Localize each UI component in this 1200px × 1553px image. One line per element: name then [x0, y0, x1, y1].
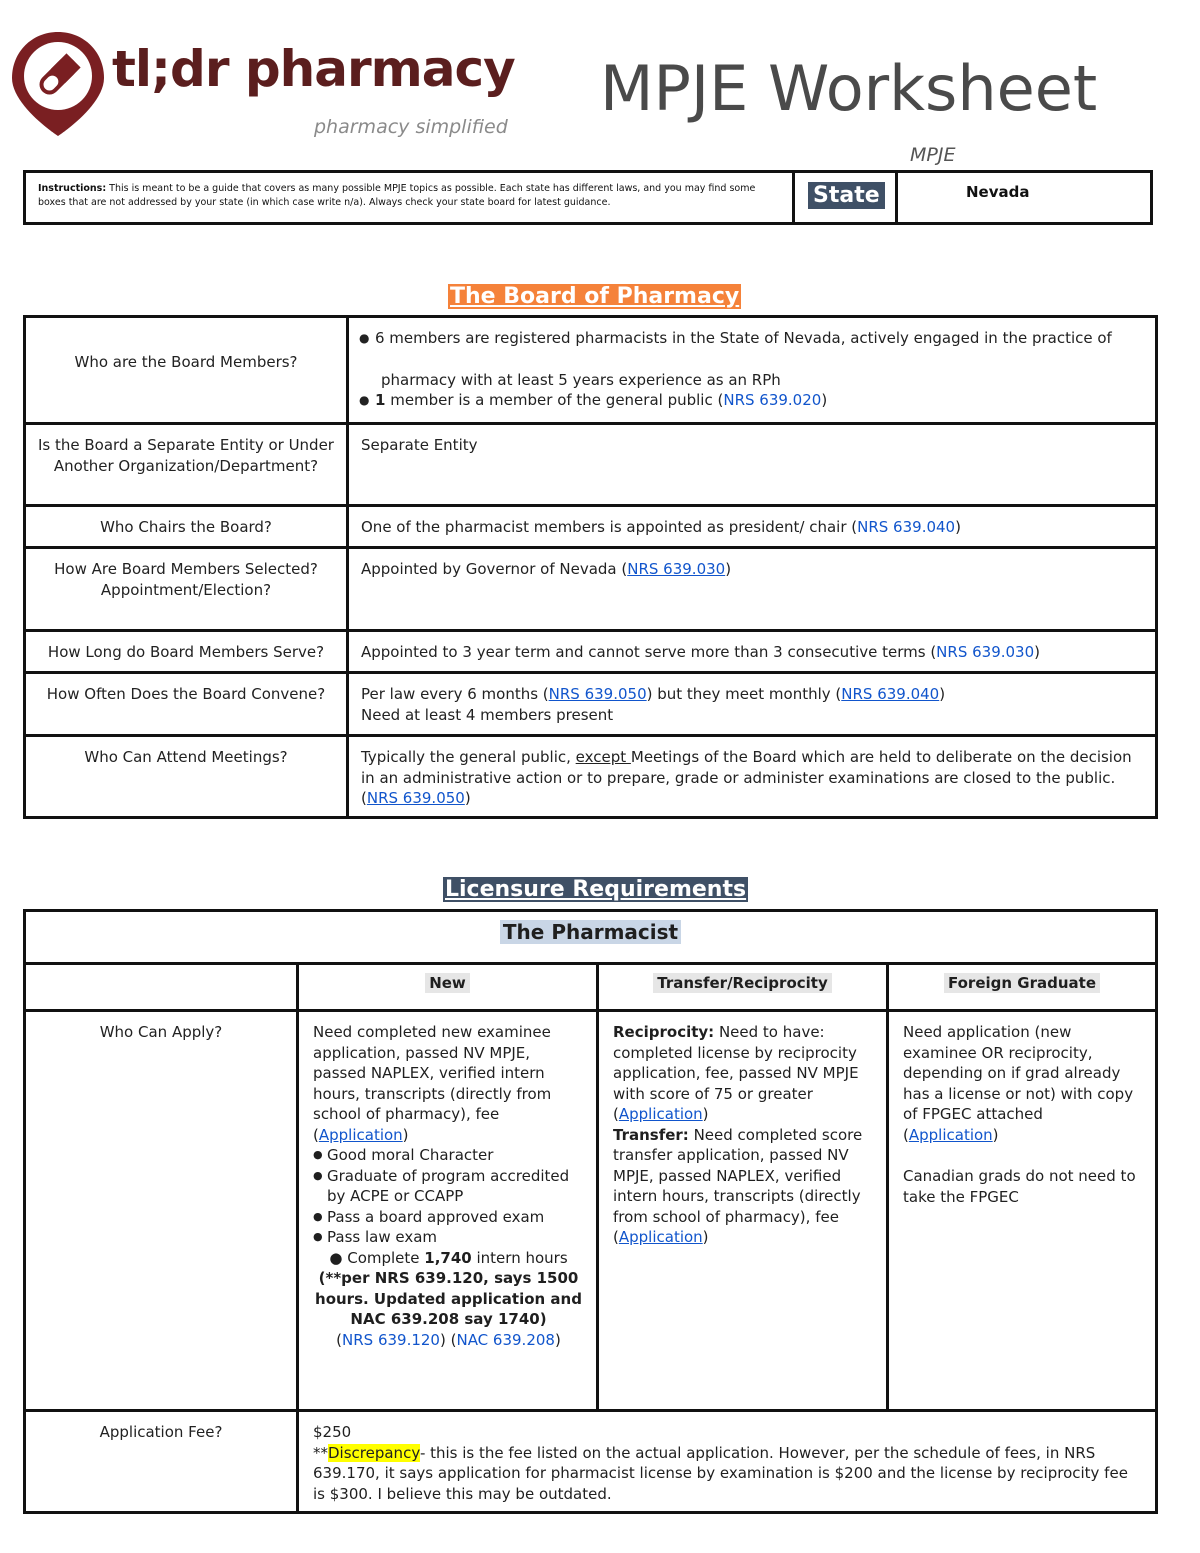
- list-item: ● Pass law exam: [313, 1227, 584, 1248]
- list-item: ● Graduate of program accredited by ACPE or CCAPP: [313, 1166, 584, 1207]
- board-q-selection: How Are Board Members Selected? Appointment/Election?: [25, 548, 348, 631]
- board-a-convene: Per law every 6 months (NRS 639.050) but they meet monthly (NRS 639.040) Need at least 4 members present: [348, 673, 1157, 736]
- table-row: [25, 317, 1157, 424]
- licensure-table: [23, 909, 1158, 1514]
- board-a-members: [348, 317, 1157, 424]
- page-title: MPJE Worksheet: [600, 52, 1098, 125]
- col-new: New: [298, 964, 598, 1011]
- col-transfer: Transfer/Reciprocity: [598, 964, 888, 1011]
- board-a-term: Appointed to 3 year term and cannot serve more than 3 consecutive terms (NRS 639.030): [348, 631, 1157, 673]
- nrs-link[interactable]: NRS 639.040: [857, 518, 956, 536]
- new-bullets: [313, 1145, 584, 1248]
- table-row: [25, 964, 1157, 1011]
- pharmacist-subheading: The Pharmacist: [25, 911, 1157, 964]
- application-link[interactable]: Application: [618, 1228, 703, 1246]
- table-row: [25, 911, 1157, 964]
- who-can-apply-label: Who Can Apply?: [25, 1011, 298, 1411]
- brand-tagline: pharmacy simplified: [314, 116, 508, 138]
- board-q-attend: Who Can Attend Meetings?: [25, 736, 348, 818]
- application-link[interactable]: Application: [908, 1125, 993, 1144]
- table-row: [25, 424, 1157, 506]
- table-row: [25, 506, 1157, 548]
- application-link[interactable]: Application: [318, 1125, 403, 1144]
- nrs-link[interactable]: NRS 639.050: [366, 789, 465, 807]
- instructions-label: Instructions:: [38, 183, 107, 194]
- instructions-text: [38, 182, 786, 210]
- list-item: ● 1 member is a member of the general public (NRS 639.020): [359, 391, 828, 409]
- nrs-link[interactable]: NRS 639.040: [841, 685, 940, 703]
- board-heading: The Board of Pharmacy: [450, 284, 740, 309]
- licensure-heading: Licensure Requirements: [445, 877, 747, 902]
- col-foreign: Foreign Graduate: [888, 964, 1157, 1011]
- empty-header-cell: [25, 964, 298, 1011]
- brand-logo-icon: [8, 28, 108, 140]
- transfer-requirements: Reciprocity: Need to have: completed license by reciprocity application, fee, passed NV MPJE with score of 75 or greater (Application) Transfer: Need completed score transfer application, passed NV MPJE, passed NAPLEX, verified intern hours, transcripts (directly from school of pharmacy), fee (Application): [598, 1011, 888, 1411]
- nrs-link[interactable]: NRS 639.050: [548, 685, 647, 703]
- board-q-convene: How Often Does the Board Convene?: [25, 673, 348, 736]
- application-fee-label: Application Fee?: [25, 1411, 298, 1513]
- list-item: ● 6 members are registered pharmacists in the State of Nevada, actively engaged in the practice of: [359, 329, 1112, 347]
- state-label: State: [808, 182, 885, 209]
- table-row: [25, 736, 1157, 818]
- board-a-entity: Separate Entity: [348, 424, 1157, 506]
- table-row: [25, 548, 1157, 631]
- board-q-chair: Who Chairs the Board?: [25, 506, 348, 548]
- brand-name: tl;dr pharmacy: [112, 40, 515, 98]
- board-a-attend: Typically the general public, except Meetings of the Board which are held to deliberate on the decision in an administrative action or to prepare, grade or administer examinations are closed to the public. (NRS 639.050): [348, 736, 1157, 818]
- intern-hours: ● Complete 1,740 intern hours: [329, 1248, 568, 1267]
- new-requirements: Need completed new examinee application, passed NV MPJE, passed NAPLEX, verified intern hours, transcripts (directly from school of pharmacy), fee (Application) ● Good moral Character ● Graduate of program accredited by ACPE or CCAPP ● Pass a board approved exam ● Pass law exam ● Complete 1,740 intern hours (**per NRS 639.120, says 1500 hours. Updated application and NAC 639.208 say 1740) (NRS 639.120) (NAC 639.208): [298, 1011, 598, 1411]
- board-q-term: How Long do Board Members Serve?: [25, 631, 348, 673]
- nrs-link[interactable]: NRS 639.120: [342, 1330, 440, 1349]
- table-row: [25, 631, 1157, 673]
- foreign-requirements: Need application (new examinee OR reciprocity, depending on if grad already has a license or not) with copy of FPGEC attached (Application) Canadian grads do not need to take the FPGEC: [888, 1011, 1157, 1411]
- list-item-continuation: pharmacy with at least 5 years experience as an RPh: [381, 370, 781, 389]
- board-a-selection: Appointed by Governor of Nevada (NRS 639.030): [348, 548, 1157, 631]
- application-link[interactable]: Application: [618, 1105, 703, 1123]
- nrs-link[interactable]: NRS 639.030: [936, 643, 1035, 661]
- application-fee-value: $250 **Discrepancy- this is the fee listed on the actual application. However, per the schedule of fees, in NRS 639.170, it says application for pharmacist license by examination is $200 and the license by reciprocity fee is $300. I believe this may be outdated.: [298, 1411, 1157, 1513]
- list-item: ● Good moral Character: [313, 1145, 584, 1166]
- page-subtitle: MPJE: [910, 144, 956, 166]
- intern-hours-note: (**per NRS 639.120, says 1500 hours. Updated application and NAC 639.208 say 1740): [315, 1269, 582, 1328]
- state-cell: [792, 173, 898, 222]
- board-a-chair: One of the pharmacist members is appointed as president/ chair (NRS 639.040): [348, 506, 1157, 548]
- state-value: Nevada: [966, 183, 1030, 201]
- board-q-entity: Is the Board a Separate Entity or Under Another Organization/Department?: [25, 424, 348, 506]
- board-table: [23, 315, 1158, 819]
- table-row: [25, 1011, 1157, 1411]
- table-row: [25, 1411, 1157, 1513]
- nac-link[interactable]: NAC 639.208: [456, 1330, 555, 1349]
- table-row: [25, 673, 1157, 736]
- nrs-link[interactable]: NRS 639.030: [627, 560, 726, 578]
- nrs-link[interactable]: NRS 639.020: [723, 391, 822, 409]
- board-q-members: Who are the Board Members?: [25, 317, 348, 424]
- list-item: ● Pass a board approved exam: [313, 1207, 584, 1228]
- discrepancy-flag: Discrepancy: [328, 1443, 420, 1462]
- instructions-body: This is meant to be a guide that covers as many possible MPJE topics as possible. Each state has different laws, and you may find some boxes that are not addressed by your state (in which case write n/a). Always check your state board for latest guidance.: [38, 183, 756, 208]
